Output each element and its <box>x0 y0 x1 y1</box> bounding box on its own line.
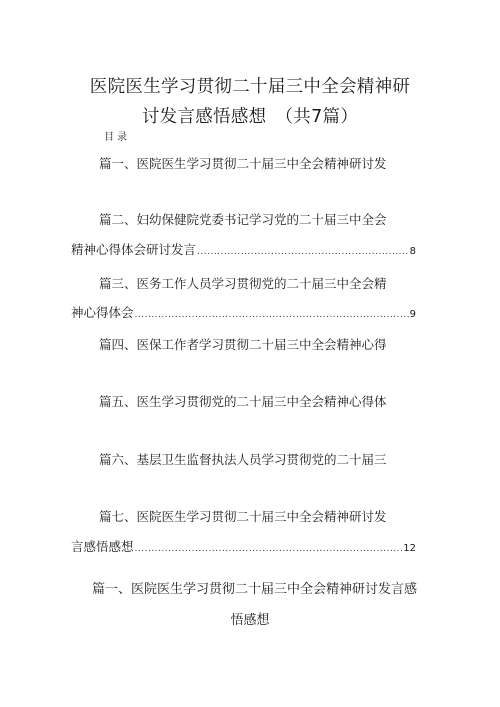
toc-entry-6[interactable]: 篇六、基层卫生监督执法人员学习贯彻党的二十届三 <box>99 452 387 467</box>
leader-dots <box>135 307 409 323</box>
toc-entry-3[interactable]: 篇三、医务工作人员学习贯彻党的二十届三中全会精 <box>99 276 387 291</box>
toc-entry-2-cont-text: 精神心得体会研讨发言 <box>71 242 197 257</box>
article-title-line1: 篇一、医院医生学习贯彻二十届三中全会精神研讨发言感 <box>92 582 418 597</box>
toc-entry-1[interactable]: 篇一、医院医生学习贯彻二十届三中全会精神研讨发 <box>99 156 387 171</box>
toc-entry-7-cont-text: 言感悟感想 <box>71 539 134 554</box>
toc-entry-4[interactable]: 篇四、医保工作者学习贯彻二十届三中全会精神心得 <box>99 337 387 352</box>
toc-entry-3-cont-text: 神心得体会 <box>71 305 134 320</box>
toc-entry-7[interactable]: 篇七、医院医生学习贯彻二十届三中全会精神研讨发 <box>99 509 387 524</box>
toc-entry-7-continuation[interactable] <box>71 539 416 557</box>
toc-entry-5[interactable]: 篇五、医生学习贯彻党的二十届三中全会精神心得体 <box>99 394 387 409</box>
article-title-line2: 悟感想 <box>230 613 270 628</box>
leader-dots <box>135 541 403 557</box>
toc-heading: 目录 <box>104 132 130 143</box>
document-title-line2: 讨发言感悟感想 （共7篇） <box>141 107 359 127</box>
toc-entry-2-page: 8 <box>409 246 416 257</box>
toc-entry-7-page: 12 <box>403 543 416 554</box>
document-title-line1: 医院医生学习贯彻二十届三中全会精神研 <box>89 77 411 97</box>
toc-entry-2-continuation[interactable] <box>71 242 416 260</box>
leader-dots <box>197 244 409 260</box>
toc-entry-3-page: 9 <box>409 309 416 320</box>
toc-entry-3-continuation[interactable] <box>71 305 416 323</box>
toc-entry-2[interactable]: 篇二、妇幼保健院党委书记学习党的二十届三中全会 <box>99 212 387 227</box>
